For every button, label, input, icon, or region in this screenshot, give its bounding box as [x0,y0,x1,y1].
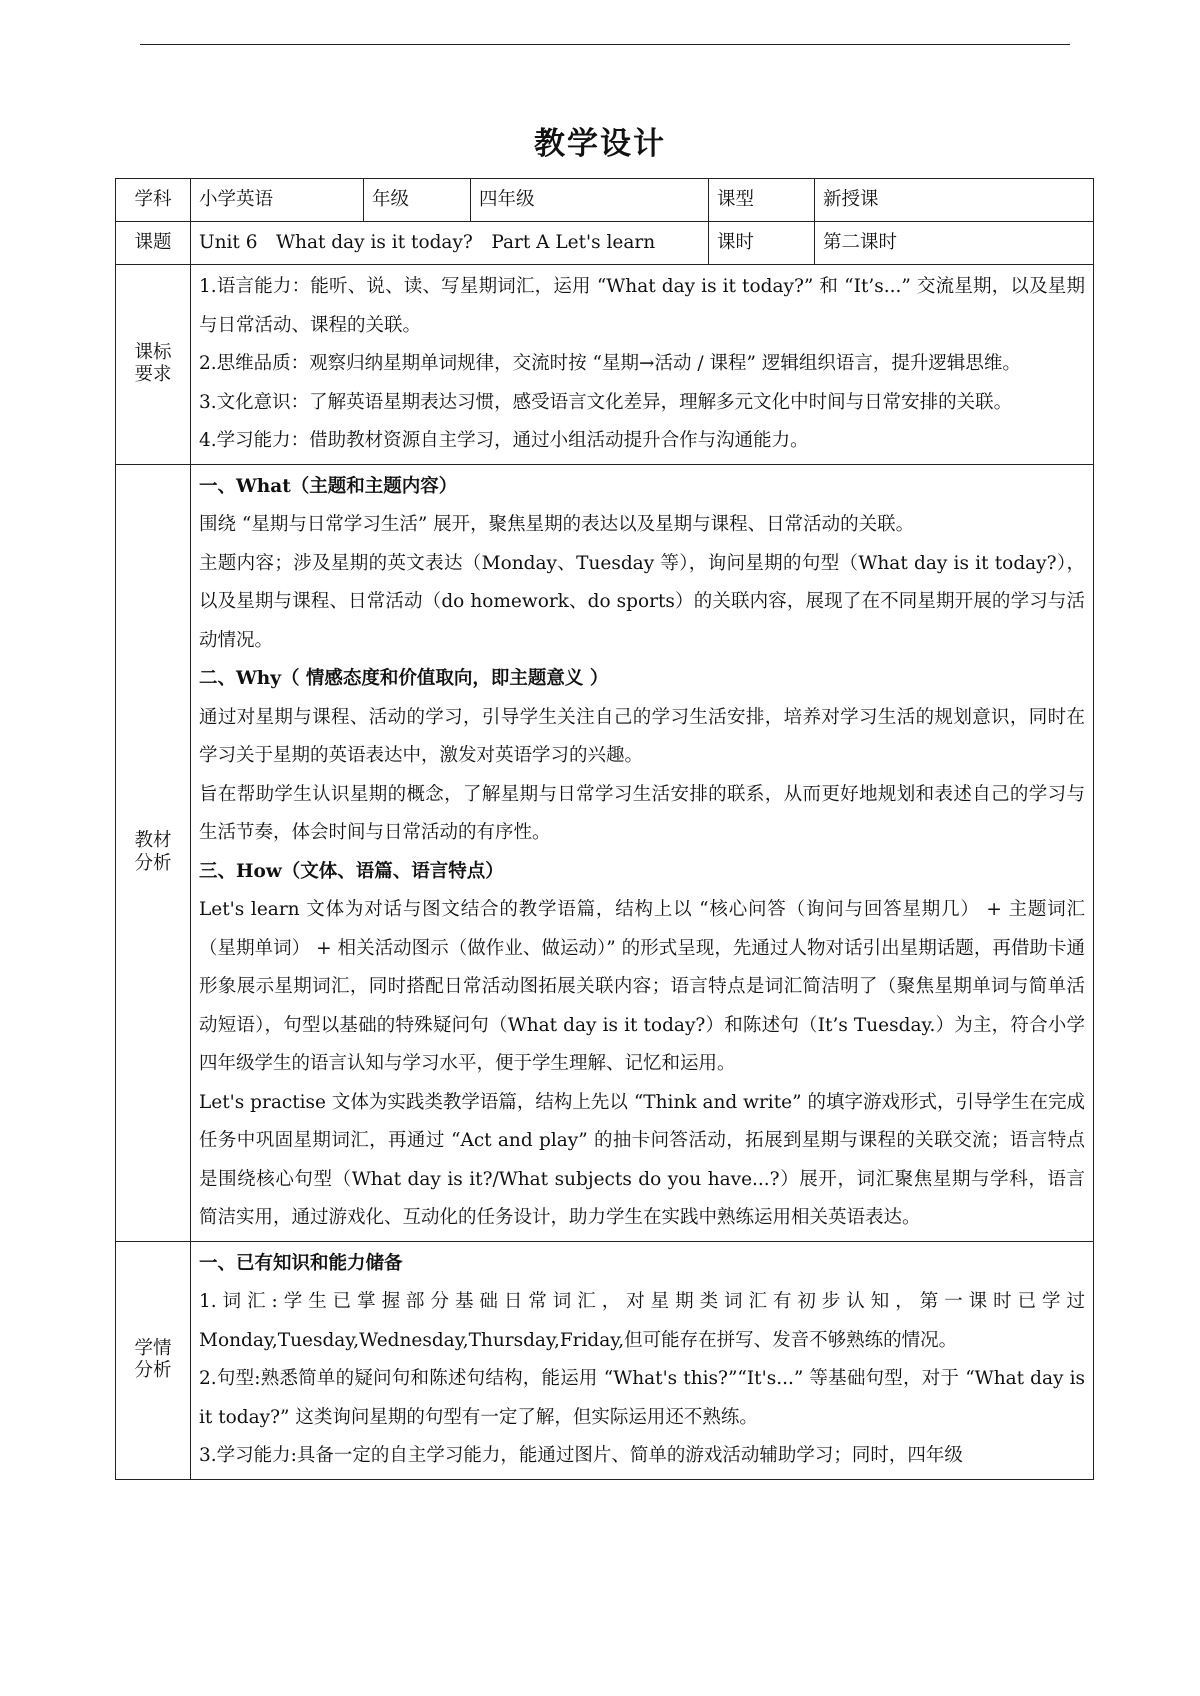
how-heading: 三、How（文体、语篇、语言特点） [199,860,504,882]
info-row-subject [116,179,1094,222]
students-label-line1: 学情 [134,1337,172,1359]
material-content [191,464,1094,1241]
grade-value: 四年级 [471,179,709,222]
why-heading: 二、Why（ 情感态度和价值取向，即主题意义 ） [199,668,609,689]
standards-content [191,265,1094,465]
students-label [116,1241,191,1479]
material-analysis-row [116,464,1094,1241]
standards-label-line1: 课标 [134,342,172,364]
students-paragraph: 1.词汇:学生已掌握部分基础日常词汇，对星期类词汇有初步认知，第一课时已学过Monday,Tuesday,Wednesday,Thursday,Friday,但可能存在拼写、发音不够熟练的情况。 [199,1291,1085,1351]
students-heading: 一、已有知识和能力储备 [199,1252,403,1274]
material-label-line2: 分析 [134,852,172,874]
standards-item: 4.学习能力：借助教材资源自主学习，通过小组活动提升合作与沟通能力。 [199,430,809,451]
what-paragraph: 围绕 “星期与日常学习生活” 展开，聚焦星期的表达以及星期与课程、日常活动的关联。 [199,514,915,535]
standards-item: 2.思维品质：观察归纳星期单词规律，交流时按 “星期→活动 / 课程” 逻辑组织语言，提升逻辑思维。 [199,353,1021,374]
header-rule [140,44,1070,45]
students-paragraph: 2.句型:熟悉简单的疑问句和陈述句结构，能运用 “What's this?”“It's...” 等基础句型，对于 “What day is it today?” 这类询问星期的句型有一定了解，但实际运用还不熟练。 [199,1368,1085,1428]
lesson-type-label: 课型 [709,179,815,222]
standards-item: 3.文化意识：了解英语星期表达习惯，感受语言文化差异，理解多元文化中时间与日常安排的关联。 [199,391,1013,413]
students-content [191,1241,1094,1479]
standards-label [116,265,191,465]
standards-label-line2: 要求 [134,364,172,386]
grade-label: 年级 [364,179,471,222]
standards-item: 1.语言能力：能听、说、读、写星期词汇，运用 “What day is it today?” 和 “It’s...” 交流星期，以及星期与日常活动、课程的关联。 [199,276,1085,336]
period-value: 第二课时 [815,222,1094,265]
why-paragraph: 通过对星期与课程、活动的学习，引导学生关注自己的学习生活安排，培养对学习生活的规划意识，同时在学习关于星期的英语表达中，激发对英语学习的兴趣。 [199,706,1085,766]
info-row-topic [116,222,1094,265]
material-label-line1: 教材 [134,830,172,852]
subject-label: 学科 [116,179,191,222]
topic-value: Unit 6 What day is it today? Part A Let's learn [191,222,709,265]
students-label-line2: 分析 [134,1360,172,1381]
student-analysis-row [116,1241,1094,1479]
why-paragraph: 旨在帮助学生认识星期的概念，了解星期与日常学习生活安排的联系，从而更好地规划和表述自己的学习与生活节奏，体会时间与日常活动的有序性。 [199,783,1085,843]
students-paragraph: 3.学习能力:具备一定的自主学习能力，能通过图片、简单的游戏活动辅助学习；同时，四年级 [199,1445,963,1466]
period-label: 课时 [709,222,815,265]
document-title: 教学设计 [534,126,666,162]
subject-value: 小学英语 [191,179,364,222]
curriculum-standards-row [116,265,1094,465]
how-paragraph: Let's learn 文体为对话与图文结合的教学语篇，结构上以 “核心问答（询问与回答星期几） + 主题词汇（星期单词） + 相关活动图示（做作业、做运动）” 的形式呈现，先通过人物对话引出星期话题，再借助卡通形象展示星期词汇，同时搭配日常活动图拓展关联内容；语言特点是词汇简洁明了（聚焦星期单词与简单活动短语），句型以基础的特殊疑问句（What day is it today?）和陈述句（It’s Tuesday.）为主，符合小学四年级学生的语言认知与学习水平，便于学生理解、记忆和运用。 [199,899,1085,1074]
what-heading: 一、What（主题和主题内容） [199,475,458,497]
what-paragraph: 主题内容；涉及星期的英文表达（Monday、Tuesday 等），询问星期的句型（What day is it today?），以及星期与课程、日常活动（do homework、do sports）的关联内容，展现了在不同星期开展的学习与活动情况。 [199,552,1085,651]
lesson-type-value: 新授课 [815,179,1094,222]
topic-label: 课题 [116,222,191,265]
material-label [116,464,191,1241]
how-paragraph: Let's practise 文体为实践类教学语篇，结构上先以 “Think and write” 的填字游戏形式，引导学生在完成任务中巩固星期词汇，再通过 “Act and play” 的抽卡问答活动，拓展到星期与课程的关联交流；语言特点是围绕核心句型（What day is it?/What subjects do you have...?）展开，词汇聚焦星期与学科，语言简洁实用，通过游戏化、互动化的任务设计，助力学生在实践中熟练运用相关英语表达。 [199,1091,1085,1228]
lesson-plan-table [115,178,1094,1480]
